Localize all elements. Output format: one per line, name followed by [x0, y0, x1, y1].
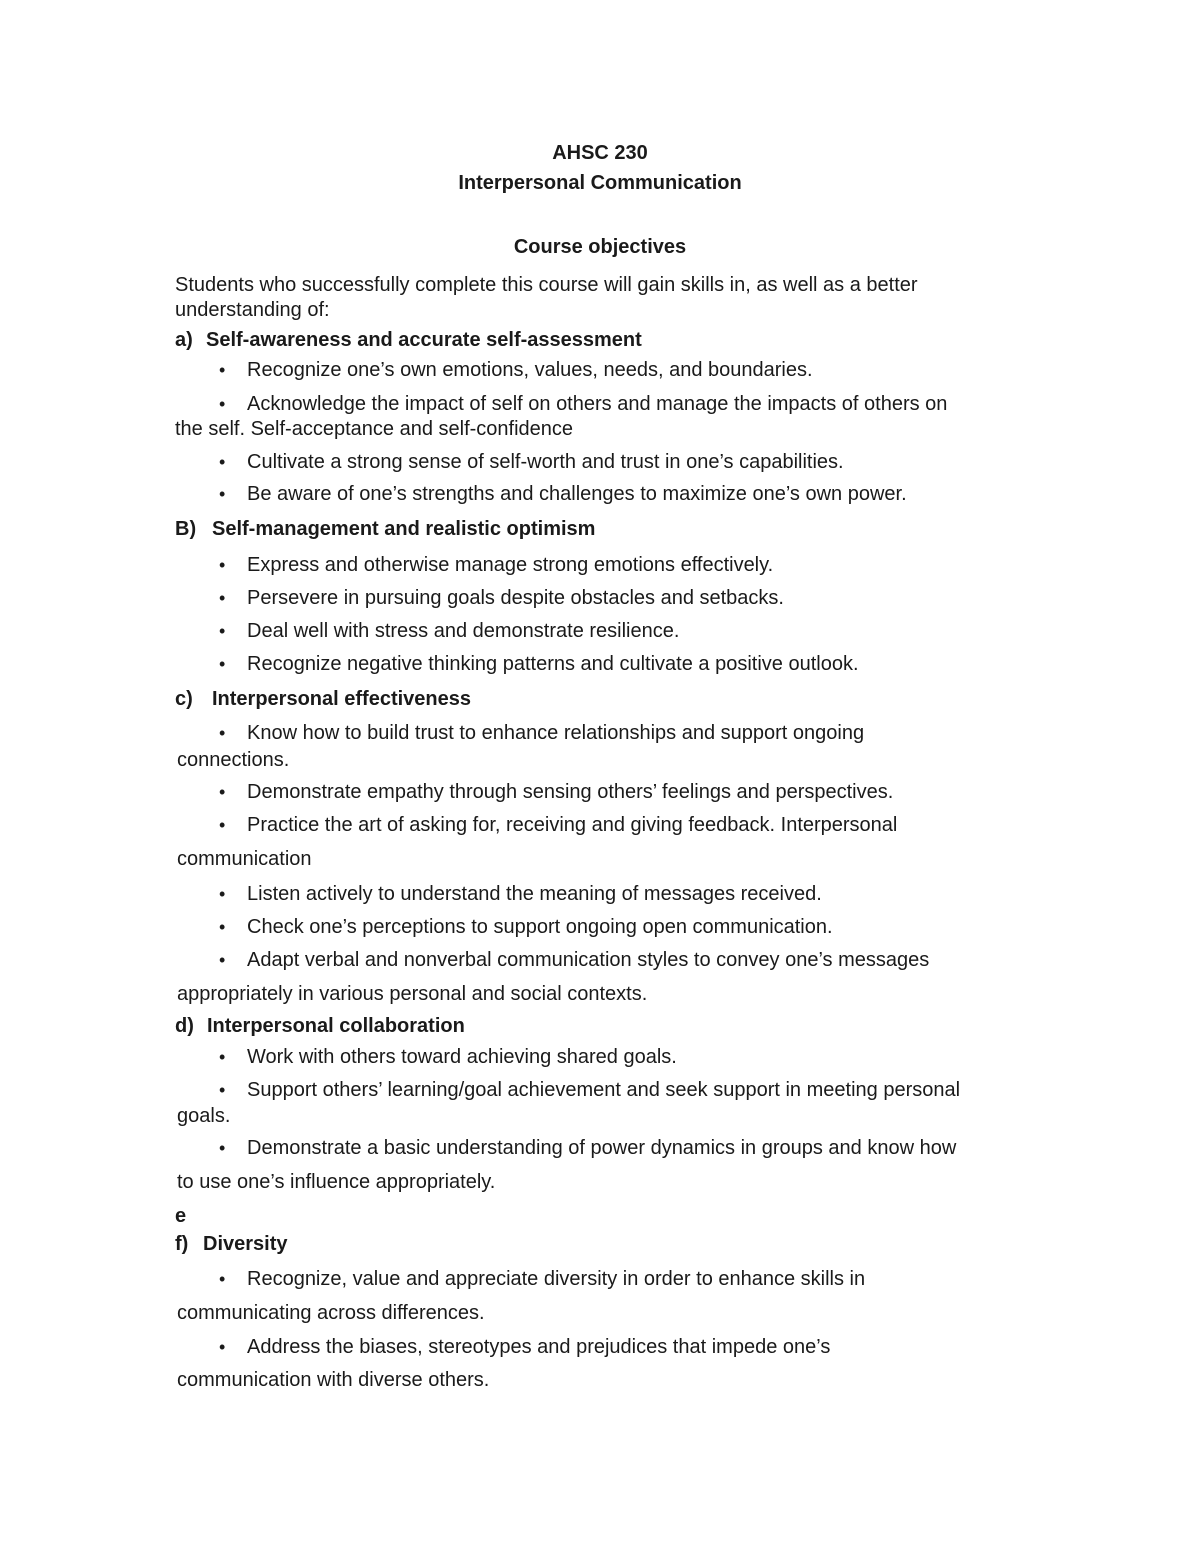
bullet-icon: • — [219, 555, 226, 575]
bullet-icon: • — [219, 484, 226, 504]
section-b-item-1: Express and otherwise manage strong emotions effectively. — [247, 554, 774, 576]
section-c-item-1: Know how to build trust to enhance relationships and support ongoing — [247, 722, 865, 744]
section-c-item-2: Demonstrate empathy through sensing others’ feelings and perspectives. — [247, 781, 894, 803]
bullet-icon: • — [219, 1080, 226, 1100]
bullet-icon: • — [219, 723, 226, 743]
section-c-title: Interpersonal effectiveness — [212, 688, 471, 710]
section-c-item-3: Practice the art of asking for, receiving and giving feedback. Interpersonal — [247, 814, 898, 836]
section-title: Course objectives — [513, 236, 687, 258]
bullet-icon: • — [219, 360, 226, 380]
section-c-item-4: Listen actively to understand the meaning of messages received. — [247, 883, 822, 905]
section-d-item-3-cont: to use one’s influence appropriately. — [177, 1171, 496, 1193]
section-d-item-2: Support others’ learning/goal achievement and seek support in meeting personal — [247, 1079, 961, 1101]
section-d-item-3: Demonstrate a basic understanding of power dynamics in groups and know how — [247, 1137, 957, 1159]
section-c-item-1-cont: connections. — [177, 749, 290, 771]
section-a-title: Self-awareness and accurate self-assessment — [206, 329, 642, 351]
bullet-icon: • — [219, 452, 226, 472]
section-f-label: f) — [175, 1233, 189, 1255]
bullet-icon: • — [219, 782, 226, 802]
bullet-icon: • — [219, 394, 226, 414]
section-a-item-4: Be aware of one’s strengths and challenges to maximize one’s own power. — [247, 483, 907, 505]
section-b-item-2: Persevere in pursuing goals despite obstacles and setbacks. — [247, 587, 784, 609]
section-f-item-1-cont: communicating across differences. — [177, 1302, 485, 1324]
section-f-title: Diversity — [203, 1233, 288, 1255]
section-c-item-6-cont: appropriately in various personal and social contexts. — [177, 983, 648, 1005]
section-c-label: c) — [175, 688, 193, 710]
section-d-item-1: Work with others toward achieving shared goals. — [247, 1046, 677, 1068]
bullet-icon: • — [219, 950, 226, 970]
section-a-item-2: Acknowledge the impact of self on others and manage the impacts of others on — [247, 393, 948, 415]
bullet-icon: • — [219, 621, 226, 641]
bullet-icon: • — [219, 1337, 226, 1357]
section-b-label: B) — [175, 518, 197, 540]
section-b-item-4: Recognize negative thinking patterns and cultivate a positive outlook. — [247, 653, 859, 675]
section-d-item-2-cont: goals. — [177, 1105, 231, 1127]
intro-line-2: understanding of: — [175, 299, 330, 321]
bullet-icon: • — [219, 654, 226, 674]
section-f-item-2-cont: communication with diverse others. — [177, 1369, 490, 1391]
section-a-item-1: Recognize one’s own emotions, values, needs, and boundaries. — [247, 359, 813, 381]
section-a-item-3: Cultivate a strong sense of self-worth and trust in one’s capabilities. — [247, 451, 844, 473]
section-c-item-5: Check one’s perceptions to support ongoing open communication. — [247, 916, 833, 938]
bullet-icon: • — [219, 1269, 226, 1289]
section-d-label: d) — [175, 1015, 194, 1037]
bullet-icon: • — [219, 815, 226, 835]
bullet-icon: • — [219, 917, 226, 937]
section-b-item-3: Deal well with stress and demonstrate resilience. — [247, 620, 680, 642]
section-c-item-3-cont: communication — [177, 848, 312, 870]
bullet-icon: • — [219, 588, 226, 608]
section-f-item-2: Address the biases, stereotypes and prejudices that impede one’s — [247, 1336, 831, 1358]
course-code: AHSC 230 — [552, 142, 648, 164]
intro-line-1: Students who successfully complete this course will gain skills in, as well as a better — [175, 274, 918, 296]
section-a-item-2-cont: the self. Self-acceptance and self-confidence — [175, 418, 574, 440]
section-e-label: e — [175, 1205, 187, 1227]
section-f-item-1: Recognize, value and appreciate diversity in order to enhance skills in — [247, 1268, 866, 1290]
section-d-title: Interpersonal collaboration — [207, 1015, 465, 1037]
bullet-icon: • — [219, 1047, 226, 1067]
bullet-icon: • — [219, 1138, 226, 1158]
section-a-label: a) — [175, 329, 193, 351]
section-c-item-6: Adapt verbal and nonverbal communication styles to convey one’s messages — [247, 949, 930, 971]
bullet-icon: • — [219, 884, 226, 904]
section-b-title: Self-management and realistic optimism — [212, 518, 596, 540]
course-title: Interpersonal Communication — [458, 172, 742, 194]
